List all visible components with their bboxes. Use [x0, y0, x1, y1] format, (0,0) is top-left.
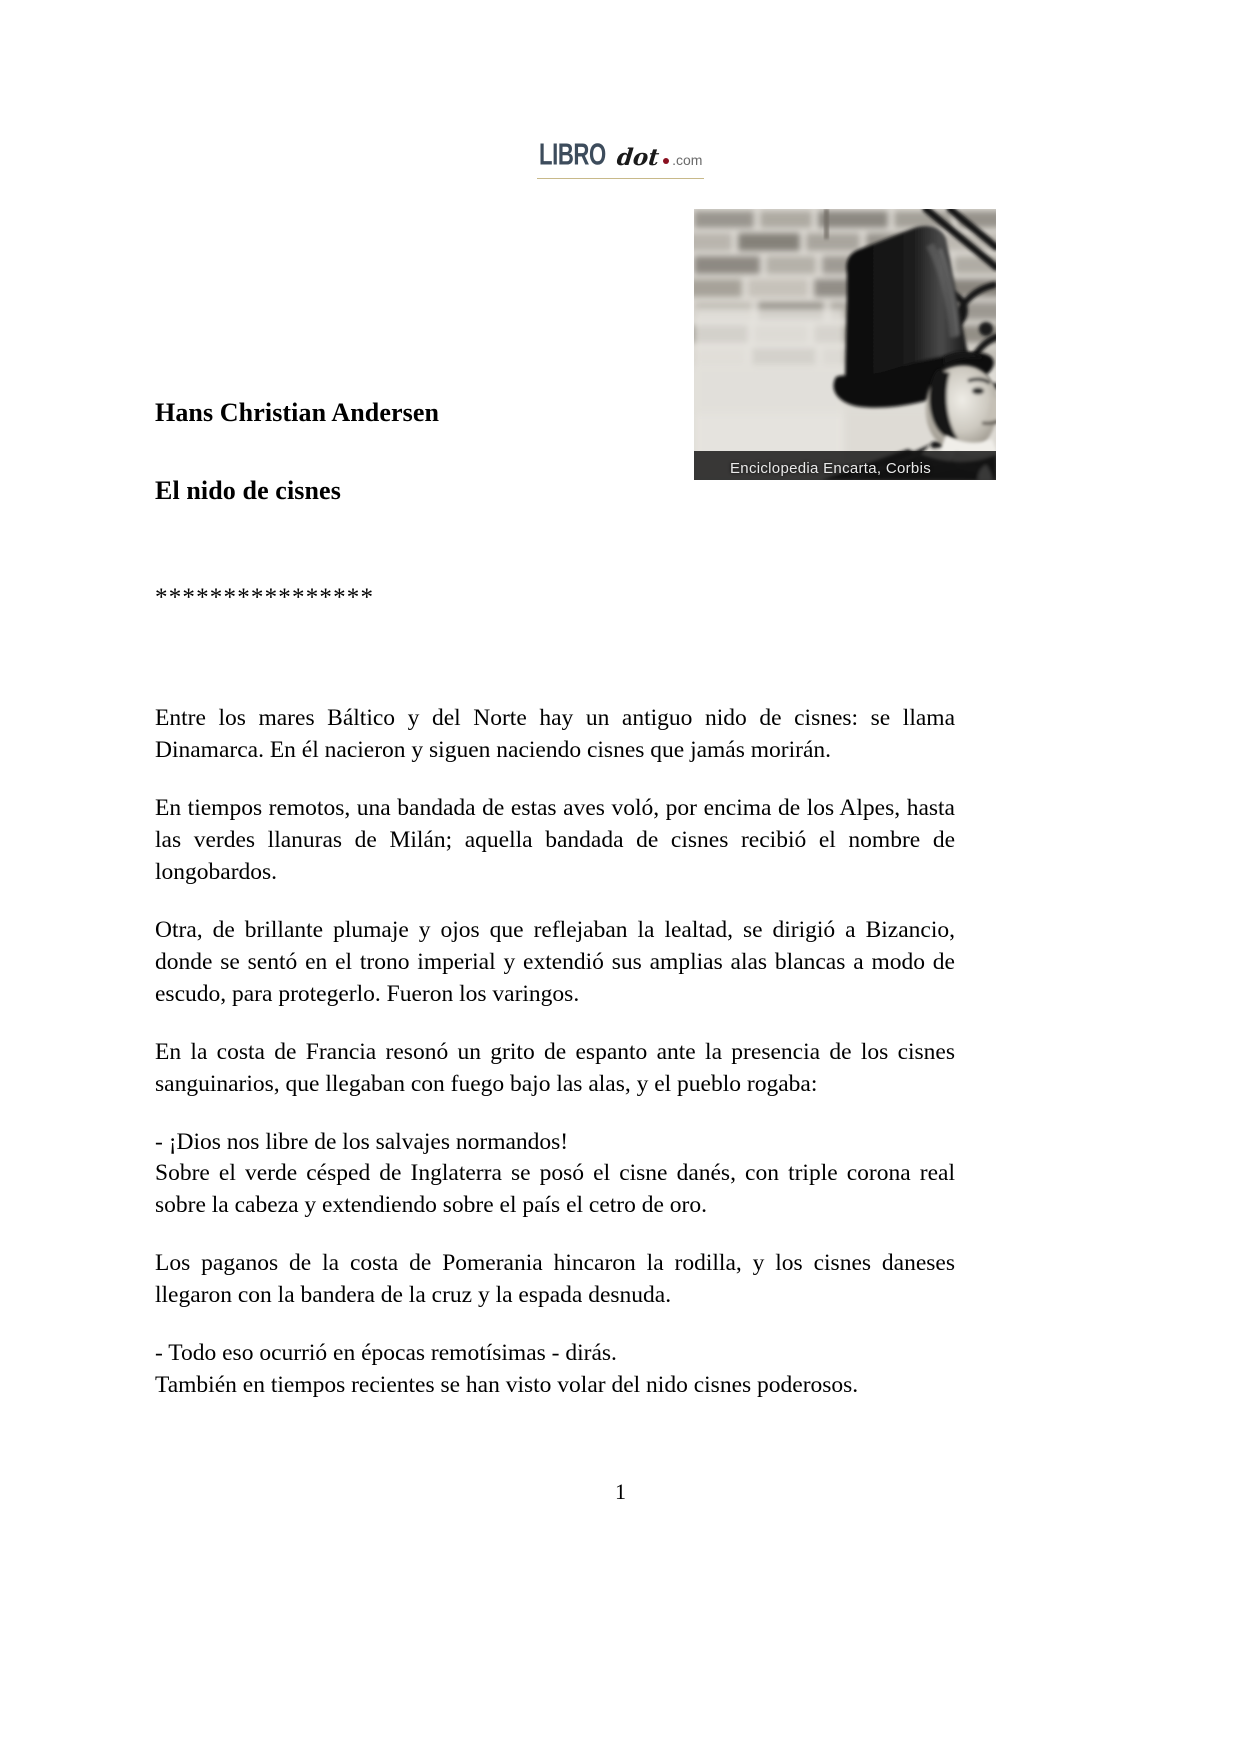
logo-underline-rule: [537, 178, 705, 179]
logo-text-com: .com: [672, 152, 703, 168]
paragraph: Sobre el verde césped de Inglaterra se posó el cisne danés, con triple corona real sobre la cabeza y extendiendo sobre el país el cetro de oro.: [155, 1160, 955, 1219]
paragraph-dialogue: - Todo eso ocurrió en épocas remotísimas - dirás.: [155, 1340, 617, 1367]
logo-text-libro: LIBRO: [538, 137, 606, 172]
work-title-heading: El nido de cisnes: [155, 475, 341, 505]
paragraph: Entre los mares Báltico y del Norte hay un antiguo nido de cisnes: se llama Dinamarca. En él nacieron y siguen naciendo cisnes que jamás morirán.: [155, 705, 955, 763]
body-content: [155, 703, 955, 1402]
title-block: [155, 398, 675, 506]
site-logo[interactable]: [0, 137, 1241, 174]
paragraph: En tiempos remotos, una bandada de estas aves voló, por encima de los Alpes, hasta las verdes llanuras de Milán; aquella bandada de cisnes recibió el nombre de longobardos.: [155, 794, 955, 885]
logo-inner: [538, 137, 703, 174]
portrait-illustration: [694, 209, 996, 480]
logo-text-dot: dot: [615, 144, 661, 171]
author-heading: Hans Christian Andersen: [155, 398, 440, 427]
paragraph: También en tiempos recientes se han visto volar del nido cisnes poderosos.: [155, 1372, 859, 1399]
photo-credit-caption: Enciclopedia Encarta, Corbis: [730, 460, 931, 477]
logo-wordmark: [538, 137, 703, 172]
logo-red-dot-icon: [663, 158, 669, 164]
paragraph: Otra, de brillante plumaje y ojos que reflejaban la lealtad, se dirigió a Bizancio, donde se sentó en el trono imperial y extendió sus amplias alas blancas a modo de escudo, para protegerlo. Fueron los varingos.: [155, 916, 955, 1007]
paragraph: Los paganos de la costa de Pomerania hincaron la rodilla, y los cisnes daneses llegaron con la bandera de la cruz y la espada desnuda.: [155, 1250, 955, 1309]
paragraph: En la costa de Francia resonó un grito de espanto ante la presencia de los cisnes sanguinarios, que llegaban con fuego bajo las alas, y el pueblo rogaba:: [155, 1038, 955, 1097]
asterisk-divider: ****************: [155, 584, 375, 611]
paragraph-dialogue: - ¡Dios nos libre de los salvajes normandos!: [155, 1128, 569, 1155]
author-portrait-photo: [694, 209, 996, 480]
page-number: 1: [615, 1479, 626, 1504]
